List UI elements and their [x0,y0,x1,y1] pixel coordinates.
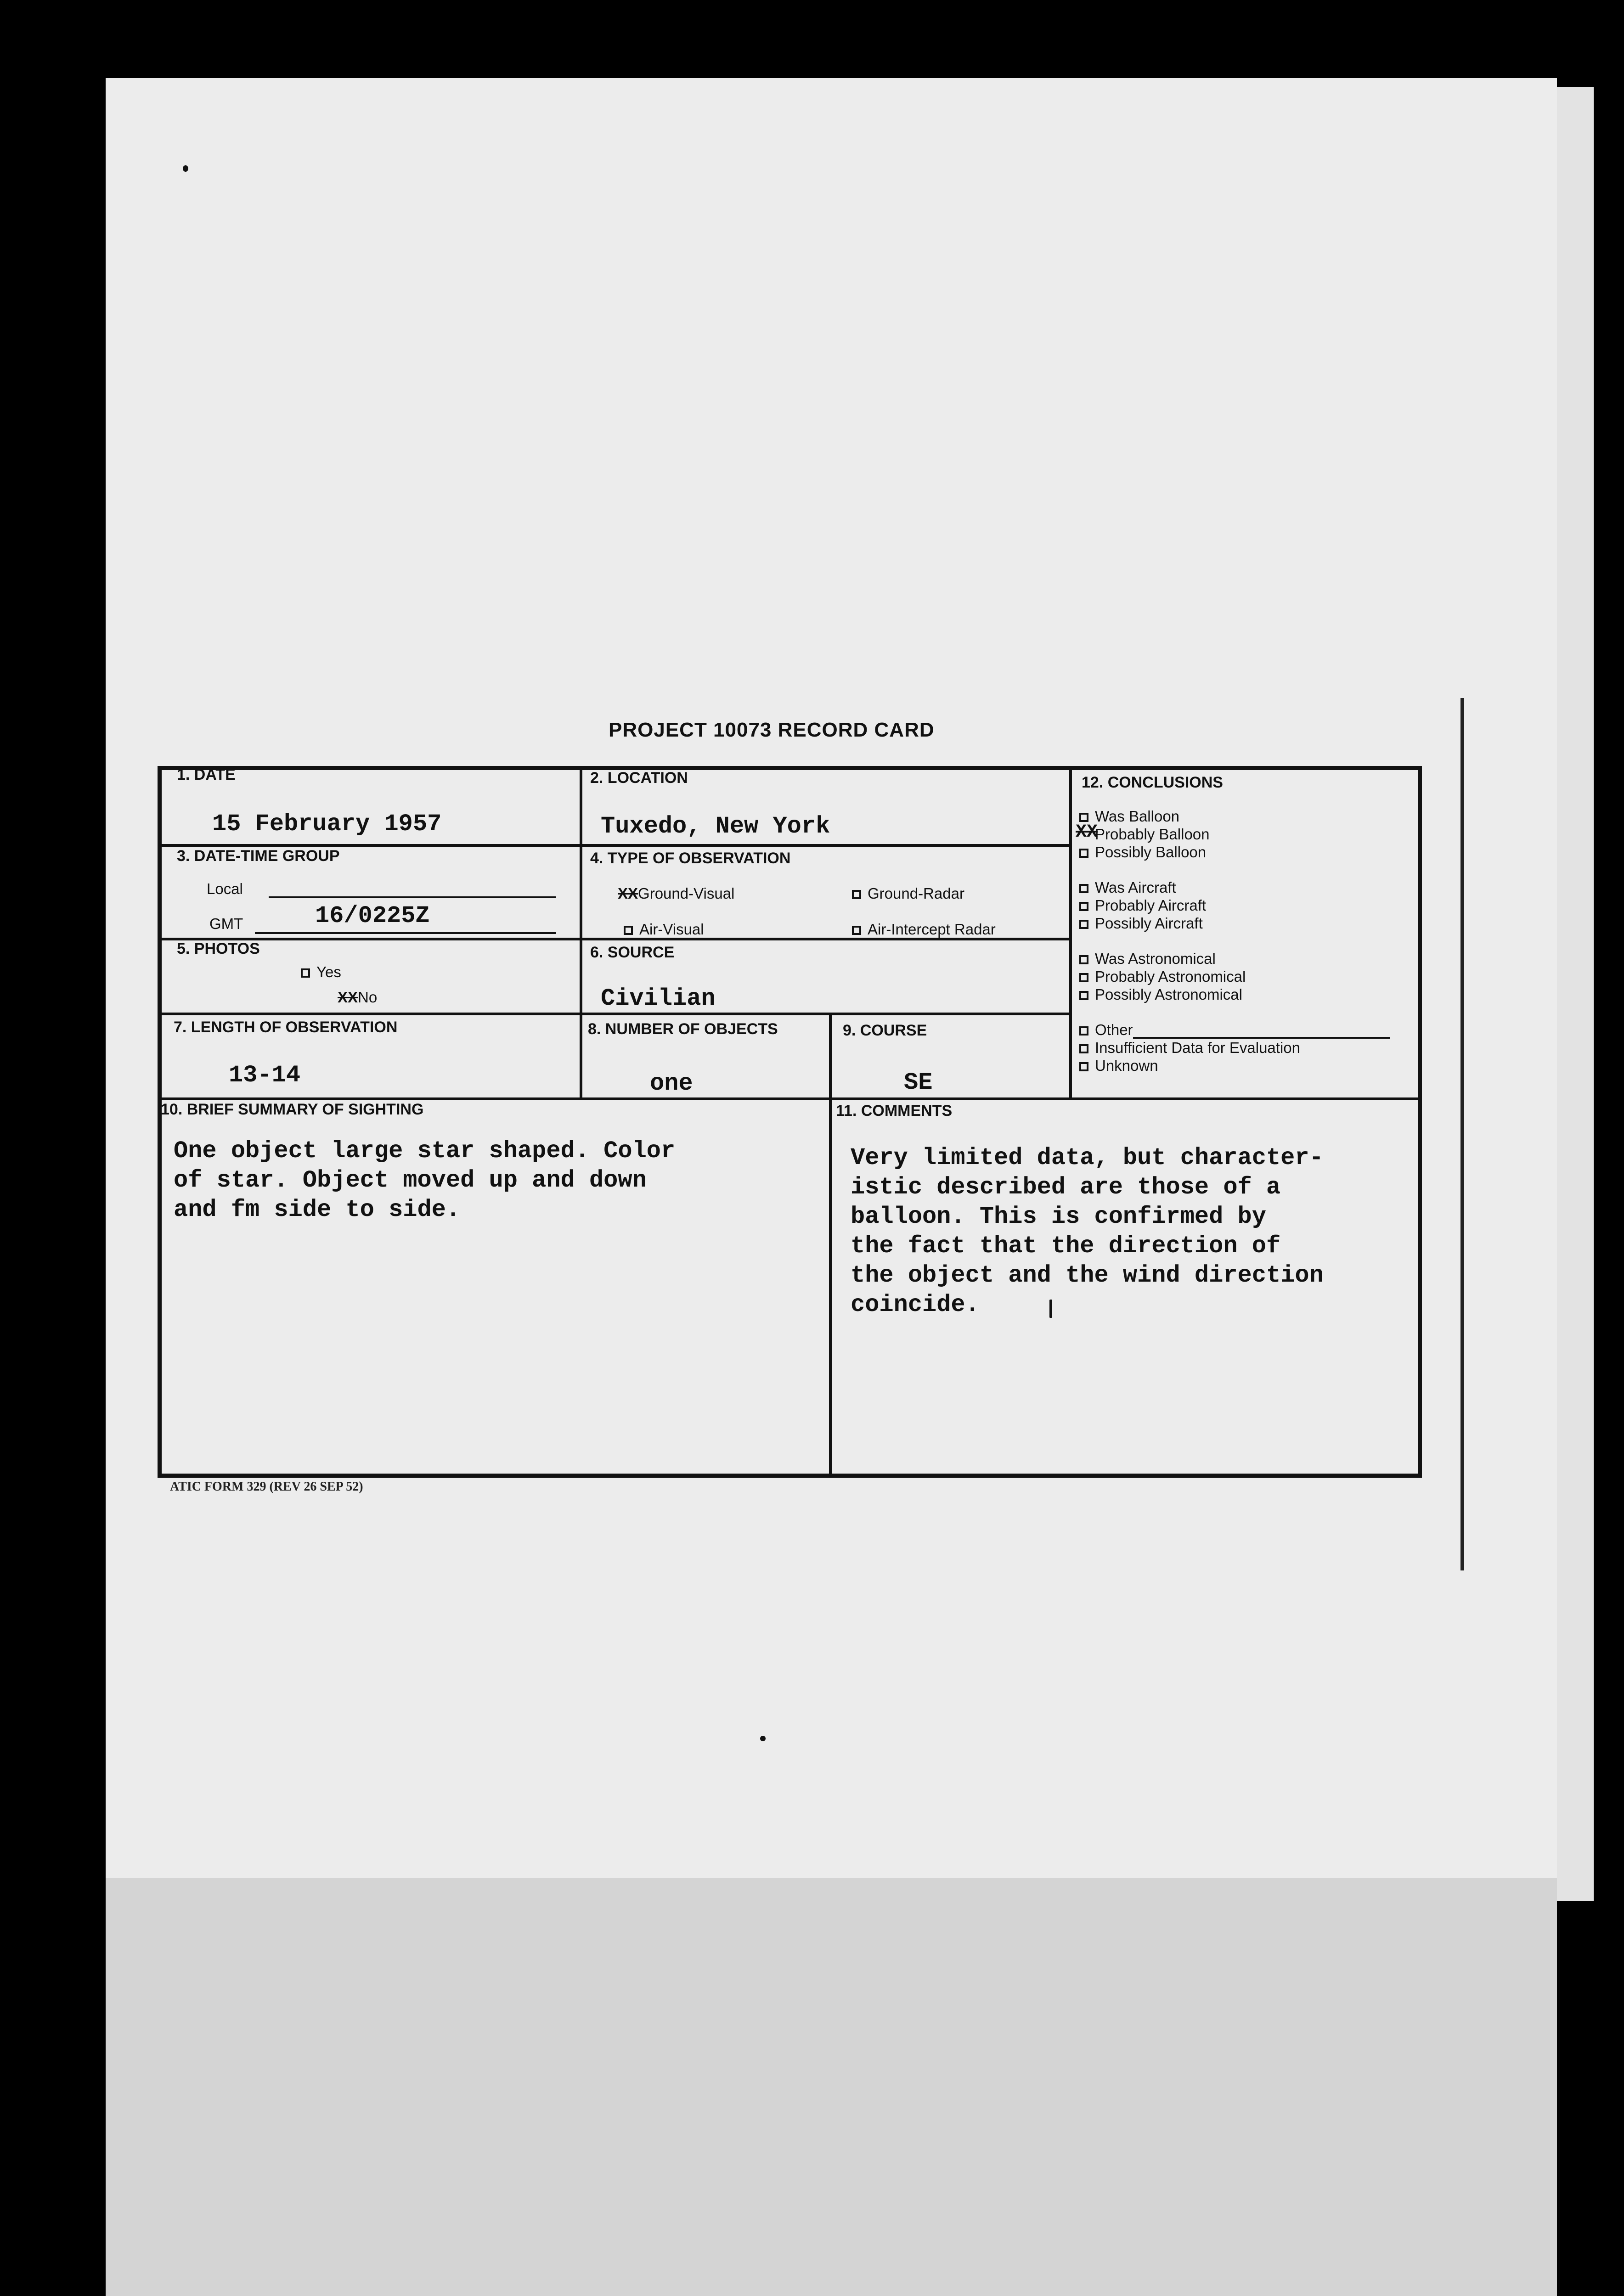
form-id: ATIC FORM 329 (REV 26 SEP 52) [170,1480,363,1494]
comments-text [851,1143,1324,1320]
conclusion-option [1079,985,1410,1003]
checkbox-icon [1079,991,1088,1000]
photos-no-option [338,989,377,1006]
lower-sheet [106,1878,1557,2296]
comment-line: the object and the wind direction [851,1262,1324,1289]
brief-summary-label: 10. BRIEF SUMMARY OF SIGHTING [161,1101,424,1118]
conclusion-label: Insufficient Data for Evaluation [1095,1039,1300,1056]
spacer [1079,932,1410,950]
conclusions-list [1079,807,1410,1075]
gmt-underline [255,932,556,934]
air-intercept-radar-text: Air-Intercept Radar [868,921,996,938]
conclusion-option [1079,896,1410,914]
conclusion-label: Unknown [1095,1057,1158,1074]
grid-line [1069,766,1072,1099]
ground-radar-text: Ground-Radar [868,885,964,902]
conclusion-label: Was Balloon [1095,808,1180,825]
date-label: 1. DATE [177,766,236,783]
course-value: SE [904,1069,933,1096]
grid-line [580,766,582,1099]
location-label: 2. LOCATION [590,769,688,787]
length-of-observation-label: 7. LENGTH OF OBSERVATION [174,1019,398,1036]
grid-line [158,1097,1422,1100]
number-of-objects-value: one [650,1070,693,1097]
summary-line: One object large star shaped. Color [174,1137,676,1165]
date-time-group-label: 3. DATE-TIME GROUP [177,847,340,865]
local-underline [269,896,556,898]
photos-no-mark: XX [338,989,358,1006]
length-of-observation-value: 13-14 [229,1062,301,1089]
date-value: 15 February 1957 [212,810,442,838]
checkbox-icon [1079,902,1088,911]
conclusion-label: Possibly Aircraft [1095,915,1203,932]
spacer [1079,1003,1410,1021]
conclusion-label: Probably Balloon [1095,826,1210,843]
grid-line [829,1013,832,1476]
conclusion-label: Probably Astronomical [1095,968,1246,985]
ground-visual-text: Ground-Visual [638,885,735,902]
photos-no-text: No [358,989,378,1006]
comment-line: balloon. This is confirmed by [851,1203,1266,1230]
local-label: Local [207,880,243,897]
checkbox-icon [1079,813,1088,822]
ground-radar-option [852,885,964,902]
checkbox-icon [1079,849,1088,858]
grid-line [158,844,1071,847]
conclusion-label: Probably Aircraft [1095,897,1207,914]
probably-balloon-mark: XX [1076,822,1098,843]
photos-yes-option [301,963,341,981]
brief-summary-text [174,1137,675,1225]
source-label: 6. SOURCE [590,944,675,961]
conclusion-label: Was Astronomical [1095,950,1216,967]
number-of-objects-label: 8. NUMBER OF OBJECTS [588,1020,778,1038]
conclusion-option [1079,878,1410,896]
ground-visual-mark: XX [618,885,638,902]
conclusions-label: 12. CONCLUSIONS [1082,774,1223,791]
checkbox-icon [1079,1044,1088,1053]
conclusion-option [1079,914,1410,932]
conclusion-option [1079,1039,1410,1057]
conclusion-option [1079,1021,1410,1039]
photos-yes-text: Yes [316,963,341,980]
conclusion-label: Possibly Balloon [1095,844,1207,861]
conclusion-option [1079,968,1410,985]
speck [183,165,188,172]
gmt-value: 16/0225Z [315,902,430,929]
summary-line: of star. Object moved up and down [174,1167,647,1194]
conclusion-option [1079,807,1410,825]
card-title: PROJECT 10073 RECORD CARD [609,719,935,741]
type-of-observation-label: 4. TYPE OF OBSERVATION [590,850,791,867]
location-value: Tuxedo, New York [601,813,830,840]
comment-line: Very limited data, but character- [851,1144,1324,1171]
comment-line: istic described are those of a [851,1174,1281,1201]
conclusion-label: Was Aircraft [1095,879,1176,896]
checkbox-icon [1079,920,1088,929]
speck [760,1736,766,1741]
conclusion-label: Possibly Astronomical [1095,986,1242,1003]
conclusion-label: Other [1095,1021,1133,1038]
checkbox-icon [1079,1026,1088,1035]
spacer [1079,861,1410,878]
checkbox-icon [1079,973,1088,982]
checkbox-icon [1079,955,1088,964]
gmt-label: GMT [209,915,243,932]
air-visual-option [624,921,704,938]
conclusion-option [1079,825,1410,843]
source-value: Civilian [601,985,716,1012]
course-label: 9. COURSE [843,1022,927,1039]
checkbox-icon [624,926,633,935]
summary-line: and fm side to side. [174,1196,461,1223]
sheet-edge [1460,698,1464,1570]
comment-line: coincide. [851,1291,980,1318]
comments-label: 11. COMMENTS [836,1102,953,1120]
checkbox-icon [301,968,310,978]
air-intercept-radar-option [852,921,996,938]
checkbox-icon [852,926,861,935]
conclusion-option [1079,950,1410,968]
conclusion-option [1079,1057,1410,1075]
photos-label: 5. PHOTOS [177,940,260,957]
air-visual-text: Air-Visual [639,921,704,938]
ground-visual-option [618,885,734,902]
checkbox-icon [1079,884,1088,893]
grid-line [158,1013,1071,1015]
comment-line: the fact that the direction of [851,1232,1281,1260]
checkbox-icon [1079,1062,1088,1071]
checkbox-icon [852,890,861,899]
conclusion-option [1079,843,1410,861]
